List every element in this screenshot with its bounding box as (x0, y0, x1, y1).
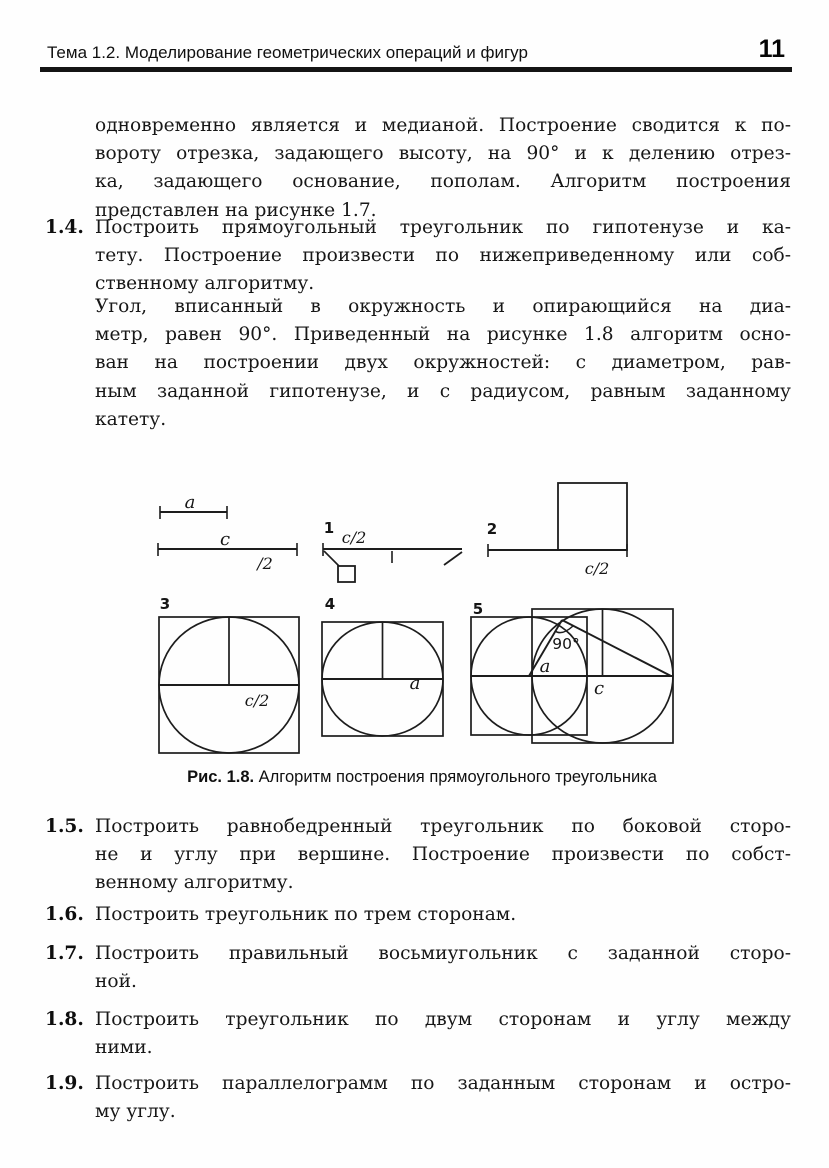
step2-length-label: c/2 (584, 559, 610, 578)
item-number-1-4: 1.4. (45, 217, 84, 238)
text-line: ван на построении двух окружностей: с диаметром, рав- (95, 352, 791, 374)
step5-hyp-label: c (593, 678, 605, 699)
text-line: ной. (95, 971, 137, 993)
figure-caption-label: Рис. 1.8. (187, 768, 255, 786)
text-line: ным заданной гипотенузе, и с радиусом, равным заданному (95, 380, 791, 402)
item-1-6-paragraph (95, 901, 791, 929)
figure-caption (75, 766, 769, 788)
step2-number: 2 (486, 520, 498, 538)
item-number-1-7: 1.7. (45, 943, 84, 964)
item-1-4-paragraph-1 (95, 214, 791, 299)
text-line: Построить параллелограмм по заданным сторонам и остро- (95, 1073, 791, 1094)
step1-length-label: c/2 (341, 528, 367, 547)
item-number-1-8: 1.8. (45, 1009, 84, 1030)
item-1-9-paragraph (95, 1070, 791, 1126)
text-line: ка, задающего основание, пополам. Алгоритм построения (95, 171, 791, 193)
text-line: венному алгоритму. (95, 872, 294, 894)
figure-step5 (471, 600, 673, 743)
figure-1-8-drawing (145, 468, 705, 768)
label-c: c (219, 529, 231, 550)
compass-square-mark (338, 566, 355, 582)
figure-step3 (159, 595, 299, 753)
text-line: вороту отрезка, задающего высоту, на 90° и к делению отрез- (95, 143, 791, 165)
step5-leg-label: a (539, 656, 551, 677)
given-segment-c (158, 529, 297, 573)
text-line: ственному алгоритму. (95, 273, 315, 295)
text-line: Построить прямоугольный треугольник по гипотенузе и ка- (95, 217, 791, 238)
item-1-7-paragraph (95, 940, 791, 996)
text-line: метр, равен 90°. Приведенный на рисунке 1.8 алгоритм осно- (95, 324, 791, 346)
step3-length-label: c/2 (244, 691, 270, 710)
item-number-1-9: 1.9. (45, 1073, 84, 1094)
figure-step2 (487, 483, 627, 578)
figure-caption-text: Алгоритм построения прямоугольного треугольника (254, 768, 657, 786)
text-line: Построить равнобедренный треугольник по боковой сторо- (95, 816, 791, 837)
text-line: одновременно является и медианой. Построение сводится к по- (95, 115, 791, 136)
step2-square (558, 483, 627, 550)
item-1-4-paragraph-2 (95, 293, 791, 434)
step4-length-label: a (409, 673, 421, 694)
step5-angle-label: 90° (552, 635, 580, 653)
text-line: му углу. (95, 1101, 176, 1123)
step4-number: 4 (324, 595, 336, 613)
step1-number: 1 (323, 519, 335, 537)
text-line: ними. (95, 1037, 153, 1059)
text-line: катету. (95, 408, 167, 430)
text-line: Построить правильный восьмиугольник с заданной сторо- (95, 943, 791, 964)
running-head-title: Тема 1.2. Моделирование геометрических операций и фигур (47, 43, 528, 62)
label-a: a (184, 492, 196, 513)
item-1-5-paragraph (95, 813, 791, 898)
text-line: не и углу при вершине. Построение произвести по собст- (95, 844, 791, 866)
item-number-1-6: 1.6. (45, 904, 84, 925)
text-line: Построить треугольник по трем сторонам. (95, 904, 517, 925)
header-rule (40, 67, 792, 72)
page-number: 11 (758, 35, 785, 63)
step3-number: 3 (159, 595, 171, 613)
text-line: Угол, вписанный в окружность и опирающийся на диа- (95, 296, 791, 317)
step5-number: 5 (472, 600, 484, 618)
figure-step4 (322, 595, 443, 736)
text-line: тету. Построение произвести по нижеприведенному или соб- (95, 245, 791, 267)
given-segment-a (160, 492, 227, 519)
label-half: /2 (257, 554, 273, 573)
item-1-8-paragraph (95, 1006, 791, 1062)
figure-step1 (323, 519, 462, 582)
text-line: представлен на рисунке 1.7. (95, 199, 377, 221)
item-number-1-5: 1.5. (45, 816, 84, 837)
text-line: Построить треугольник по двум сторонам и углу между (95, 1009, 791, 1030)
paragraph-intro (95, 112, 791, 225)
